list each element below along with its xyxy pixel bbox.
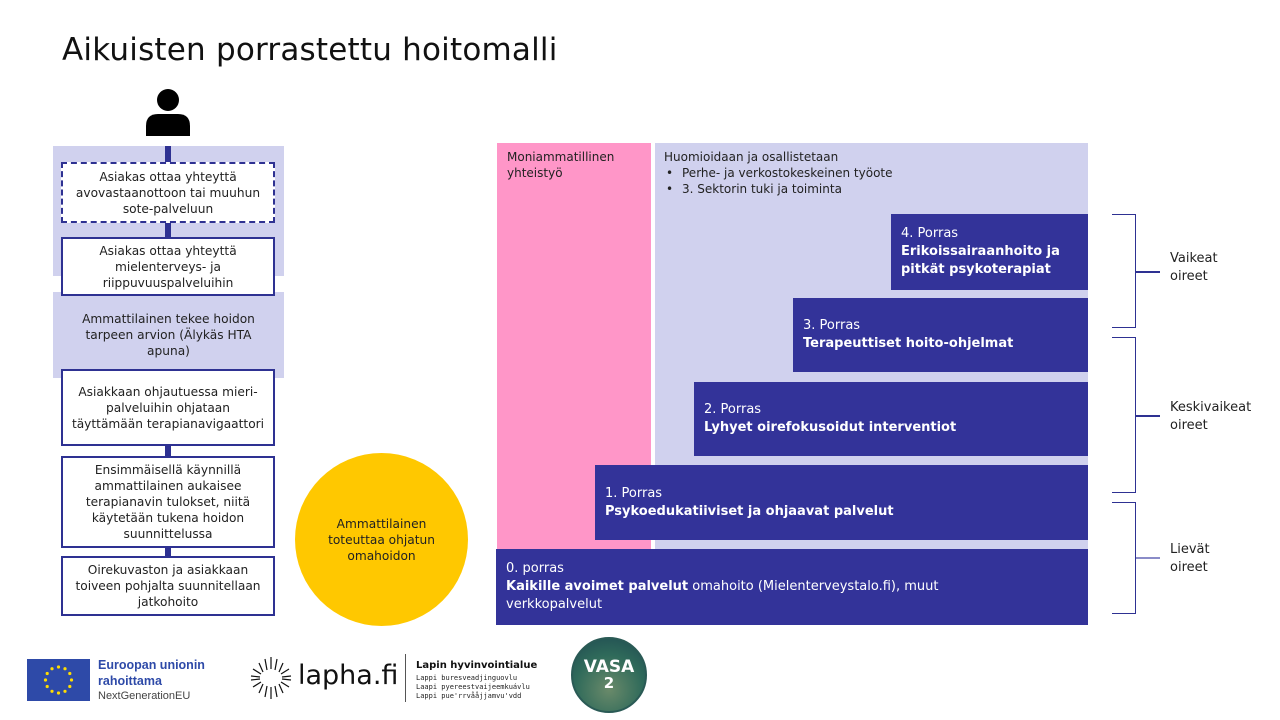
lapha-logo-text: lapha.fi <box>298 660 399 691</box>
logo-divider <box>405 654 406 702</box>
circle-text: Ammattilainen toteuttaa ohjatun omahoidon <box>328 516 435 563</box>
flow-step-follow-up <box>61 556 275 616</box>
flow-step-contact-mental-health <box>61 237 275 296</box>
eu-flag-icon <box>27 659 90 701</box>
bracket-tick <box>1136 415 1160 417</box>
lapin-line: Lappi pue'rrvååjjamvu'vdd <box>416 692 522 700</box>
lapin-lines <box>416 674 530 701</box>
step-description: Erikoissairaanhoito ja pitkät psykoterapiat <box>901 244 1060 277</box>
vasa-title: VASA <box>583 657 635 677</box>
lapin-title: Lapin hyvinvointialue <box>416 660 538 671</box>
severity-line: Lievät <box>1170 542 1210 557</box>
eu-stars-icon <box>27 659 90 701</box>
guided-self-care-circle <box>295 453 468 626</box>
severity-line: oireet <box>1170 418 1208 433</box>
step-extra: omahoito (Mielenterveystalo.fi), muut verkkopalvelut <box>506 579 939 612</box>
step-level: 0. porras <box>506 561 564 576</box>
step-level: 4. Porras <box>901 226 959 241</box>
considered-text <box>664 149 893 197</box>
eu-nextgen-text: NextGenerationEU <box>98 690 191 702</box>
eu-line: rahoittama <box>98 674 162 688</box>
bracket-mild <box>1112 502 1136 614</box>
step-level: 2. Porras <box>704 402 762 417</box>
bracket-severe <box>1112 214 1136 328</box>
flow-step-text: Asiakkaan ohjautuessa mieri-palveluihin ohjataan täyttämään terapianavigaattori <box>71 384 265 431</box>
flow-step-text: Ensimmäisellä käynnillä ammattilainen aukaisee terapianavin tulokset, niitä käytetään tukena hoidon suunnittelussa <box>85 463 251 541</box>
step-4 <box>891 214 1088 290</box>
step-description: Kaikille avoimet palvelut <box>506 579 689 594</box>
flow-step-text: Asiakas ottaa yhteyttä mielenterveys- ja riippuvuuspalveluihin <box>99 243 237 290</box>
severity-line: Keskivaikeat <box>1170 400 1252 415</box>
bracket-moderate <box>1112 337 1136 493</box>
severity-label-mild <box>1170 541 1210 577</box>
severity-label-severe <box>1170 250 1218 286</box>
eu-funding-text <box>98 657 205 689</box>
step-3 <box>793 298 1088 372</box>
severity-label-moderate <box>1170 399 1251 435</box>
vasa-number: 2 <box>603 674 615 692</box>
considered-list <box>664 165 893 197</box>
flow-step-first-visit <box>61 456 275 548</box>
severity-line: oireet <box>1170 269 1208 284</box>
flow-step-text: Oirekuvaston ja asiakkaan toiveen pohjalta suunnitellaan jatkohoito <box>75 563 261 609</box>
eu-line: Euroopan unionin <box>98 658 205 672</box>
flow-step-therapy-navigator <box>61 369 275 446</box>
bracket-tick <box>1136 557 1160 559</box>
step-level: 3. Porras <box>803 318 861 333</box>
step-1 <box>595 465 1088 540</box>
lapin-line: Laapi pyereestvaijeemkuávlu <box>416 683 530 691</box>
flow-connector <box>165 222 171 238</box>
considered-title: Huomioidaan ja osallistetaan <box>664 150 839 164</box>
flow-step-assessment <box>53 311 284 359</box>
page-title: Aikuisten porrastettu hoitomalli <box>62 32 558 68</box>
step-level: 1. Porras <box>605 485 663 501</box>
severity-line: Vaikeat <box>1170 251 1218 266</box>
step-description: Psykoedukatiiviset ja ohjaavat palvelut <box>605 503 894 519</box>
flow-step-text: Asiakas ottaa yhteyttä avovastaanottoon tai muuhun sote-palveluun <box>75 169 261 216</box>
bracket-tick <box>1136 271 1160 273</box>
step-description: Terapeuttiset hoito-ohjelmat <box>803 336 1014 351</box>
vasa-badge <box>571 637 647 713</box>
considered-item: • 3. Sektorin tuki ja toiminta <box>664 181 893 197</box>
person-icon <box>145 88 191 136</box>
step-2 <box>694 382 1088 456</box>
step-description: Lyhyet oirefokusoidut interventiot <box>704 420 957 435</box>
lapin-line: Lappi buresveadjinguovlu <box>416 674 518 682</box>
step-description-wrap <box>506 578 976 614</box>
step-0 <box>496 549 1088 625</box>
flow-step-text: Ammattilainen tekee hoidon tarpeen arvion (Älykäs HTA apuna) <box>82 312 255 358</box>
severity-line: oireet <box>1170 560 1208 575</box>
considered-item: • Perhe- ja verkostokeskeinen työote <box>664 165 893 181</box>
lapha-sun-icon <box>250 655 292 701</box>
flow-step-contact-primary <box>61 162 275 223</box>
multiprofessional-label: Moniammatillinen yhteistyö <box>507 150 615 180</box>
